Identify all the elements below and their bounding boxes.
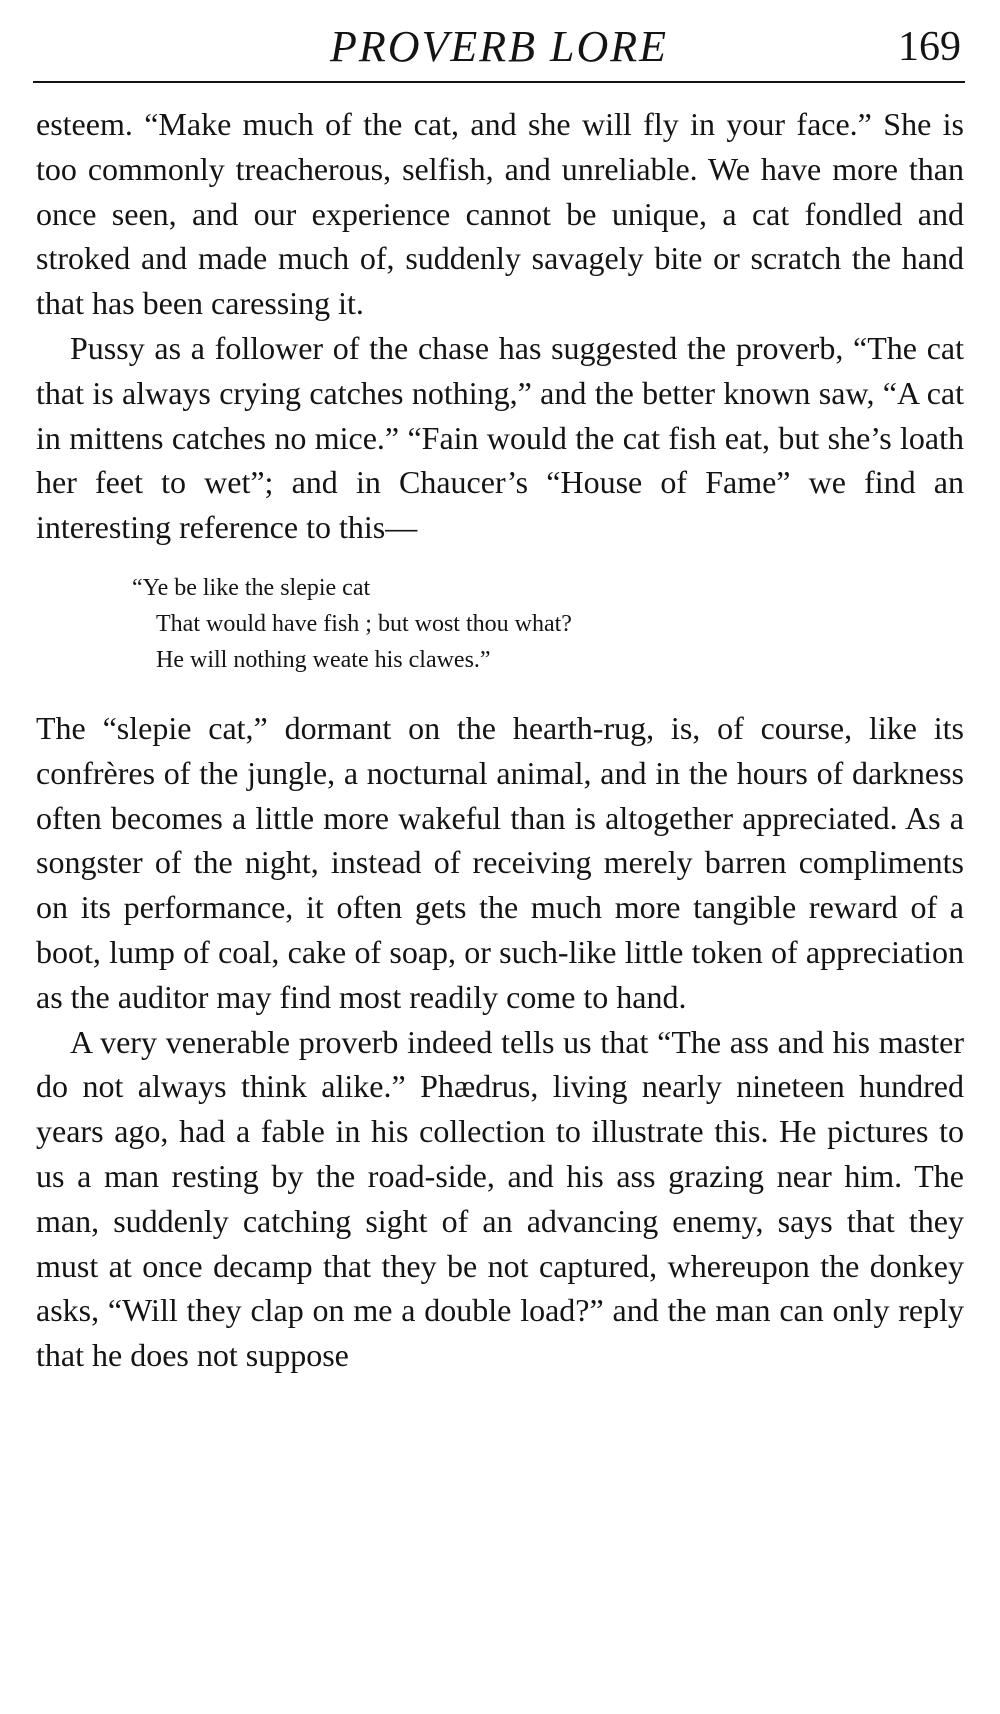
- quote-line-1: “Ye be like the slepie cat: [132, 574, 371, 601]
- running-head: PROVERB LORE: [329, 22, 669, 71]
- quote-line-2: That would have fish ; but wost thou what?: [156, 610, 572, 637]
- chaucer-quote: [132, 570, 964, 678]
- page-number: 169: [898, 24, 961, 70]
- header-rule: [33, 81, 965, 83]
- paragraph-esteem: esteem. “Make much of the cat, and she will fly in your face.” She is too commonly treacherous, selfish, and unreliable. We have more than once seen, and our experience cannot be unique, a cat fondled and stroked and made much of, suddenly savagely bite or scratch the hand that has been caressing it.: [36, 106, 964, 322]
- paragraph-ass: A very venerable proverb indeed tells us that “The ass and his master do not always think alike.” Phædrus, living nearly nineteen hundred years ago, had a fable in his collection to illustrate this. He pictures to us a man resting by the road-side, and his ass grazing near him. The man, suddenly catching sight of an advancing enemy, says that they must at once decamp that they be not captured, whereupon the donkey asks, “Will they clap on me a double load?” and the man can only reply that he does not suppose: [36, 1023, 964, 1374]
- paragraph-pussy: Pussy as a follower of the chase has suggested the proverb, “The cat that is always crying catches nothing,” and the better known saw, “A cat in mittens catches no mice.” “Fain would the cat fish eat, but she’s loath her feet to wet”; and in Chaucer’s “House of Fame” we find an interesting reference to this—: [36, 329, 964, 546]
- paragraph-slepie-cat: The “slepie cat,” dormant on the hearth-rug, is, of course, like its confrères of the jungle, a nocturnal animal, and in the hours of darkness often becomes a little more wakeful than is altogether appreciated. As a songster of the night, instead of receiving merely barren compliments on its performance, it often gets the much more tangible reward of a boot, lump of coal, cake of soap, or such-like little token of appreciation as the auditor may find most readily come to hand.: [36, 709, 964, 1015]
- page-header: [33, 18, 965, 76]
- body-text: [36, 102, 964, 1378]
- quote-line-3: He will nothing weate his clawes.”: [156, 646, 491, 673]
